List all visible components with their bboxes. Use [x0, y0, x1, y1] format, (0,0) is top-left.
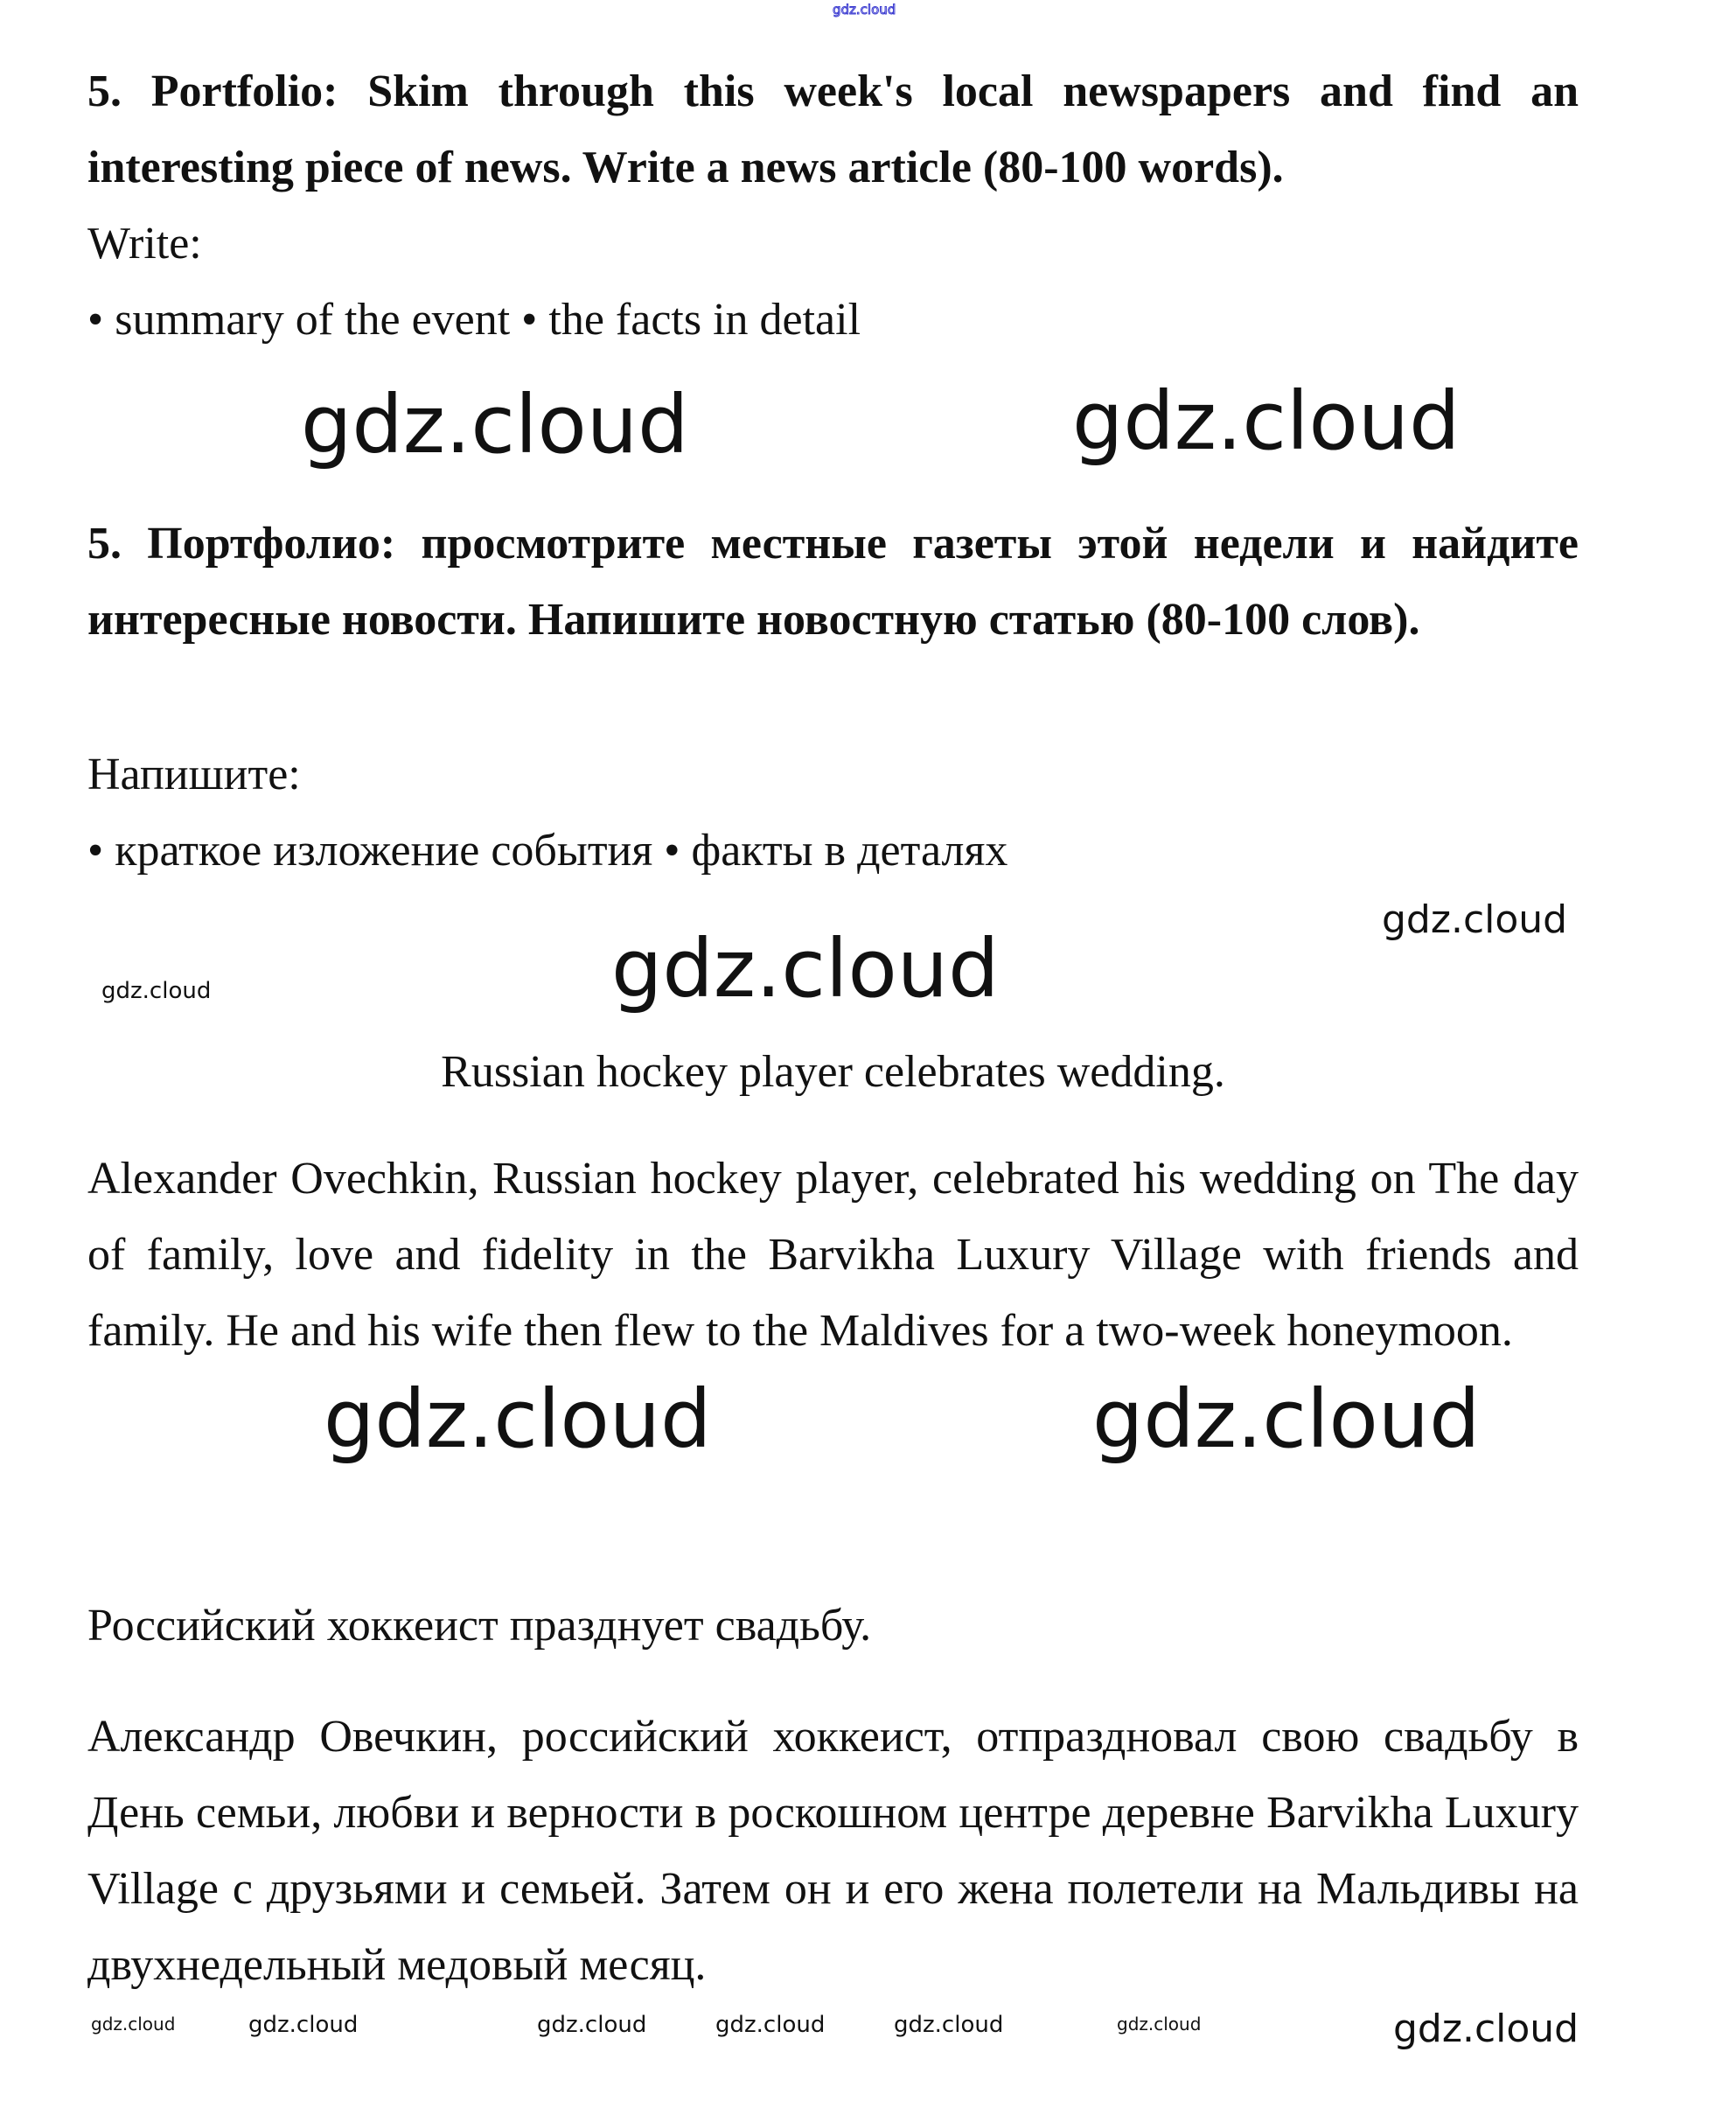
english-article-section: [87, 1141, 1579, 1474]
english-bullets: • summary of the event • the facts in detail: [87, 295, 861, 345]
watermark-row: [87, 1369, 1579, 1474]
watermark-row: [87, 2003, 1579, 2056]
watermark: gdz.cloud: [1393, 2007, 1579, 2051]
english-article-title: Russian hockey player celebrates wedding.: [441, 1047, 1225, 1097]
watermark: gdz.cloud: [301, 378, 689, 471]
watermark: gdz.cloud: [324, 1372, 712, 1466]
watermark: gdz.cloud: [833, 2, 896, 17]
watermark: gdz.cloud: [101, 978, 212, 1004]
watermark: gdz.cloud: [1117, 2014, 1202, 2035]
watermark: gdz.cloud: [611, 922, 1000, 1016]
russian-article-section: [87, 1699, 1579, 2056]
russian-article-body: Александр Овечкин, российский хоккеист, отпраздновал свою свадьбу в День семьи, любви и верности в роскошном центре деревне Barvikha Luxury Village с друзьями и семьей. Затем он и его жена полетели на Мальдивы на двухнедельный медовый месяц.: [87, 1712, 1579, 1990]
watermark: gdz.cloud: [1382, 897, 1568, 942]
russian-article-title: Российский хоккеист празднует свадьбу.: [87, 1601, 872, 1651]
watermark: gdz.cloud: [91, 2014, 176, 2035]
watermark: gdz.cloud: [1072, 374, 1461, 468]
russian-task-heading: 5. Портфолио: просмотрите местные газеты этой недели и найдите интересные новости. Напишите новостную статью (80-100 слов).: [87, 519, 1579, 645]
watermark: gdz.cloud: [894, 2012, 1004, 2038]
english-task-heading: 5. Portfolio: Skim through this week's local newspapers and find an interesting piece of news. Write a news article (80-100 words).: [87, 66, 1579, 192]
watermark: gdz.cloud: [537, 2012, 647, 2038]
watermark: gdz.cloud: [248, 2012, 359, 2038]
english-write-label: Write:: [87, 219, 202, 269]
watermark: gdz.cloud: [715, 2012, 826, 2038]
russian-bullets: • краткое изложение события • факты в деталях: [87, 826, 1008, 876]
watermark: gdz.cloud: [1092, 1372, 1481, 1466]
russian-write-label: Напишите:: [87, 750, 301, 799]
english-article-body: Alexander Ovechkin, Russian hockey player, celebrated his wedding on The day of family, love and fidelity in the Barvikha Luxury Village with friends and family. He and his wife then flew to the Maldives for a two-week honeymoon.: [87, 1154, 1579, 1356]
